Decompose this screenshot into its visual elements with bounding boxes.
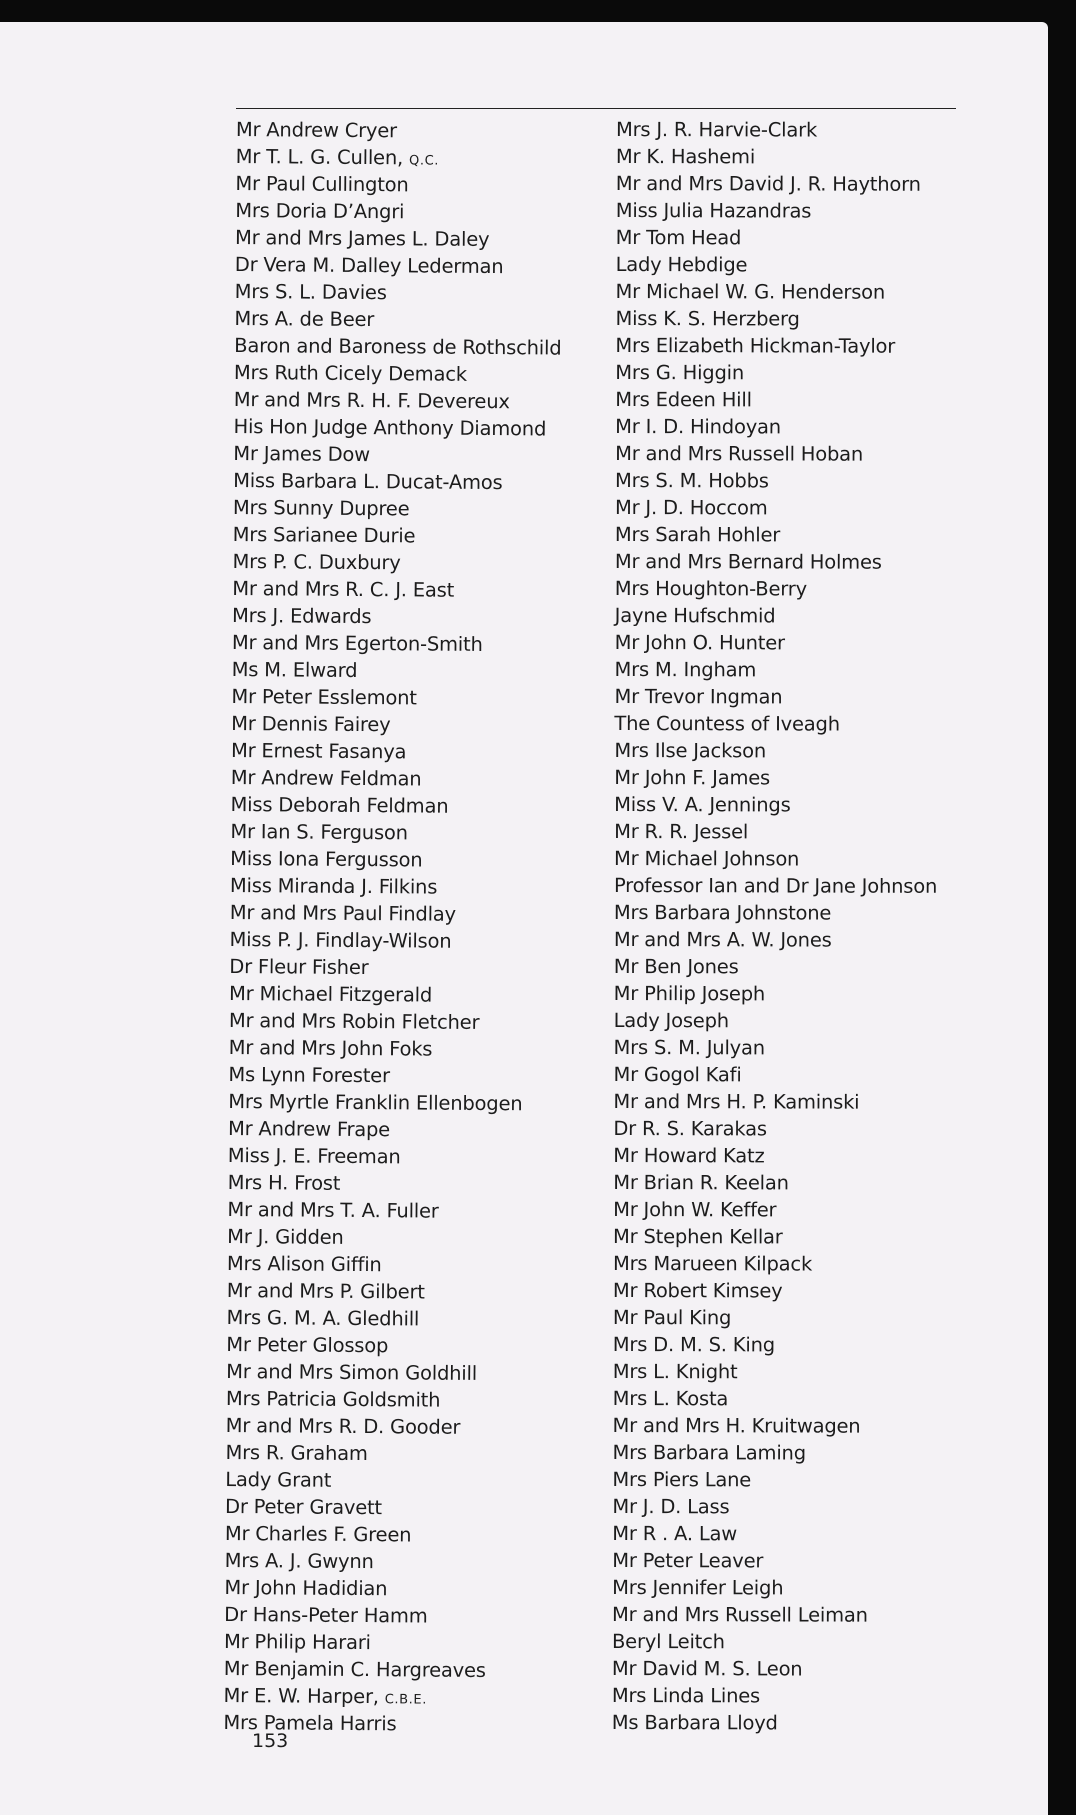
- member-name-text: Mrs Doria D’Angri: [235, 198, 405, 224]
- member-name-text: Mr Andrew Feldman: [230, 765, 422, 791]
- member-name-text: Mr and Mrs Robin Fletcher: [228, 1008, 480, 1034]
- member-name: [234, 332, 561, 362]
- member-name: [228, 1088, 555, 1118]
- member-name: [224, 1574, 551, 1604]
- member-name-text: Mr John Hadidian: [224, 1575, 388, 1601]
- member-name: [613, 1115, 936, 1143]
- member-name-text: Dr Vera M. Dalley Lederman: [234, 252, 504, 279]
- member-name: [229, 980, 556, 1010]
- member-name: [613, 1142, 936, 1170]
- member-name-text: Mr J. D. Lass: [612, 1494, 730, 1519]
- member-name: [614, 899, 937, 927]
- member-name-text: Miss Barbara L. Ducat-Amos: [233, 468, 503, 495]
- member-name-text: Mrs H. Frost: [227, 1170, 341, 1195]
- member-name-text: Baron and Baroness de Rothschild: [234, 333, 562, 360]
- member-name-text: Mrs Sarah Hohler: [614, 522, 781, 547]
- member-name: [612, 1439, 935, 1467]
- member-name: [224, 1628, 551, 1658]
- member-name-text: Mr Paul Cullington: [235, 171, 409, 197]
- member-name: [235, 170, 562, 200]
- member-name: [229, 1034, 556, 1064]
- member-name-text: Ms Lynn Forester: [228, 1062, 390, 1088]
- member-name: [235, 251, 562, 281]
- member-name-text: Mr Brian R. Keelan: [613, 1170, 789, 1195]
- honours-suffix: Q.C.: [408, 153, 440, 169]
- member-name: [612, 1520, 935, 1548]
- member-name: [224, 1655, 551, 1685]
- member-name-text: Lady Grant: [225, 1467, 332, 1492]
- member-name-text: Mrs Alison Giffin: [226, 1251, 382, 1277]
- member-name: [231, 683, 558, 713]
- member-name-text: Professor Ian and Dr Jane Johnson: [613, 873, 938, 898]
- member-name: [230, 791, 557, 821]
- member-name: [616, 116, 939, 144]
- member-name-text: Mr Michael W. G. Henderson: [615, 279, 886, 304]
- member-name-text: Jayne Hufschmid: [614, 603, 776, 628]
- member-name-text: Miss Miranda J. Filkins: [229, 873, 438, 899]
- member-name-text: Dr R. S. Karakas: [613, 1116, 767, 1141]
- member-name-text: Mrs A. de Beer: [234, 306, 375, 332]
- member-name-text: Mrs S. M. Julyan: [613, 1035, 765, 1060]
- member-name-text: Mr and Mrs Russell Leiman: [612, 1602, 868, 1627]
- member-name-text: Mr and Mrs A. W. Jones: [613, 927, 832, 952]
- member-name: [614, 791, 937, 819]
- member-name: [615, 440, 938, 468]
- member-name-text: Mr and Mrs Simon Goldhill: [226, 1359, 478, 1385]
- member-name-text: Dr Hans-Peter Hamm: [224, 1602, 428, 1628]
- page-number: 153: [252, 1730, 289, 1752]
- member-name: [615, 521, 938, 549]
- member-name-text: Mr and Mrs Russell Hoban: [615, 441, 864, 466]
- member-name: [615, 467, 938, 495]
- member-name-text: Mrs M. Ingham: [614, 657, 757, 682]
- member-name: [229, 926, 556, 956]
- member-name-text: Mr Michael Fitzgerald: [229, 981, 433, 1007]
- member-name: [232, 602, 559, 632]
- member-name-text: The Countess of Iveagh: [614, 711, 840, 736]
- member-name-text: Mrs Edeen Hill: [615, 387, 752, 412]
- member-name-text: Mr and Mrs R. C. J. East: [232, 576, 455, 602]
- member-name-text: Mr Andrew Frape: [227, 1116, 391, 1142]
- member-name-text: Miss V. A. Jennings: [614, 792, 791, 817]
- member-name: [612, 1466, 935, 1494]
- member-name: [616, 197, 939, 225]
- member-name-text: Lady Joseph: [613, 1008, 729, 1033]
- document-page: [0, 22, 1048, 1815]
- member-name: [614, 737, 937, 765]
- member-name: [234, 305, 561, 335]
- member-name-text: Mrs Ilse Jackson: [614, 738, 767, 763]
- member-name: [614, 872, 937, 900]
- member-name-text: Mrs Pamela Harris: [223, 1710, 397, 1736]
- member-name: [235, 197, 562, 227]
- member-name-text: Mr and Mrs R. D. Gooder: [225, 1413, 461, 1439]
- member-name: [612, 1601, 935, 1629]
- member-name: [612, 1493, 935, 1521]
- member-name: [613, 1277, 936, 1305]
- member-name-text: Mr T. L. G. Cullen,: [235, 144, 404, 170]
- member-name: [226, 1331, 553, 1361]
- member-name: [613, 1061, 936, 1089]
- member-name-text: Mr and Mrs H. Kruitwagen: [612, 1413, 861, 1438]
- member-name: [613, 1331, 936, 1359]
- member-name: [613, 1169, 936, 1197]
- member-name: [223, 1682, 550, 1712]
- member-name: [612, 1574, 935, 1602]
- member-name-text: Mr Peter Leaver: [612, 1548, 764, 1573]
- member-name: [616, 143, 939, 171]
- member-name-text: Mr James Dow: [233, 441, 371, 467]
- member-name: [613, 1304, 936, 1332]
- member-name: [615, 602, 938, 630]
- member-name-text: Mrs Piers Lane: [612, 1467, 752, 1492]
- member-name: [230, 872, 557, 902]
- member-name: [615, 548, 938, 576]
- member-name: [225, 1466, 552, 1496]
- member-name: [226, 1358, 553, 1388]
- member-name: [615, 575, 938, 603]
- member-name: [614, 1007, 937, 1035]
- member-name-text: Mr Michael Johnson: [614, 846, 800, 871]
- member-name: [235, 278, 562, 308]
- member-name-text: Mr Andrew Cryer: [235, 117, 398, 143]
- member-name-text: Mr Dennis Fairey: [231, 711, 391, 737]
- member-name: [225, 1493, 552, 1523]
- member-name-text: Mr and Mrs T. A. Fuller: [227, 1197, 439, 1223]
- member-name: [614, 845, 937, 873]
- member-name: [233, 494, 560, 524]
- member-name: [614, 764, 937, 792]
- member-name: [614, 926, 937, 954]
- member-name-text: Dr Peter Gravett: [224, 1494, 383, 1520]
- member-name-text: Mr Gogol Kafi: [613, 1062, 742, 1087]
- member-name: [616, 278, 939, 306]
- member-name-text: Mr R. R. Jessel: [614, 819, 749, 844]
- member-name-text: Ms M. Elward: [231, 657, 358, 682]
- member-name-text: Mrs L. Kosta: [612, 1386, 729, 1411]
- member-name-text: Mr Benjamin C. Hargreaves: [223, 1656, 486, 1683]
- member-name: [231, 737, 558, 767]
- member-name: [226, 1385, 553, 1415]
- member-name-text: Mr Peter Glossop: [226, 1332, 389, 1358]
- member-name: [231, 764, 558, 794]
- member-name-text: Mr Tom Head: [615, 225, 742, 250]
- member-name-text: Mr Peter Esslemont: [231, 684, 417, 710]
- member-name-text: Mr David M. S. Leon: [611, 1656, 803, 1681]
- member-name: [615, 629, 938, 657]
- member-name: [612, 1709, 935, 1737]
- member-name: [228, 1169, 555, 1199]
- member-name: [232, 548, 559, 578]
- member-name: [615, 413, 938, 441]
- member-name-text: Beryl Leitch: [611, 1629, 725, 1654]
- member-name-text: Mrs S. M. Hobbs: [615, 468, 769, 493]
- member-name: [615, 332, 938, 360]
- member-name: [615, 494, 938, 522]
- member-name-text: His Hon Judge Anthony Diamond: [233, 414, 547, 441]
- member-name: [613, 1223, 936, 1251]
- member-name-text: Miss Deborah Feldman: [230, 792, 449, 818]
- member-name-text: Mrs Ruth Cicely Demack: [233, 360, 467, 386]
- member-name-text: Mrs Houghton-Berry: [614, 576, 807, 601]
- member-name: [227, 1277, 554, 1307]
- member-name-text: Mrs L. Knight: [612, 1359, 738, 1384]
- member-name: [615, 386, 938, 414]
- member-name-text: Miss Iona Fergusson: [230, 846, 423, 872]
- member-name: [225, 1547, 552, 1577]
- right-name-column: [612, 116, 939, 1737]
- member-name-text: Mr Robert Kimsey: [612, 1278, 783, 1303]
- member-name-text: Mrs Jennifer Leigh: [612, 1575, 784, 1600]
- member-name-text: Mrs Barbara Laming: [612, 1440, 806, 1465]
- member-name: [615, 305, 938, 333]
- member-name-text: Mr and Mrs Egerton-Smith: [231, 630, 483, 656]
- member-name-text: Mrs D. M. S. King: [612, 1332, 775, 1357]
- member-name-text: Mrs Sarianee Durie: [232, 522, 416, 548]
- member-name: [613, 1385, 936, 1413]
- member-name-text: Mr and Mrs David J. R. Haythorn: [615, 171, 921, 196]
- member-name-text: Mrs Barbara Johnstone: [613, 900, 832, 925]
- member-name-text: Mrs Patricia Goldsmith: [225, 1386, 441, 1412]
- member-name-text: Miss K. S. Herzberg: [615, 306, 800, 331]
- member-name: [612, 1547, 935, 1575]
- member-name: [225, 1520, 552, 1550]
- member-name: [226, 1412, 553, 1442]
- member-name: [228, 1115, 555, 1145]
- member-name-text: Lady Hebdige: [615, 252, 748, 277]
- member-name: [616, 251, 939, 279]
- member-name-text: Mrs A. J. Gwynn: [224, 1548, 374, 1574]
- member-name-text: Mr Trevor Ingman: [614, 684, 783, 709]
- member-name: [235, 224, 562, 254]
- member-name: [234, 359, 561, 389]
- member-name: [613, 1358, 936, 1386]
- member-name-text: Mrs J. Edwards: [231, 603, 372, 629]
- member-name-text: Mr and Mrs P. Gilbert: [226, 1278, 425, 1304]
- member-name: [227, 1250, 554, 1280]
- member-name: [233, 467, 560, 497]
- member-name-text: Mr Stephen Kellar: [613, 1224, 783, 1249]
- member-name-text: Miss Julia Hazandras: [615, 198, 812, 223]
- header-rule: [236, 108, 956, 109]
- member-name-text: Mrs Sunny Dupree: [232, 495, 410, 521]
- member-name-text: Mrs Marueen Kilpack: [612, 1251, 813, 1276]
- member-name-text: Mr and Mrs H. P. Kaminski: [613, 1089, 860, 1114]
- member-name: [228, 1061, 555, 1091]
- member-name: [613, 1412, 936, 1440]
- member-name: [616, 170, 939, 198]
- member-name: [612, 1628, 935, 1656]
- member-name: [233, 521, 560, 551]
- member-name: [232, 629, 559, 659]
- member-name: [612, 1682, 935, 1710]
- member-name-text: Mrs Myrtle Franklin Ellenbogen: [228, 1089, 523, 1116]
- member-name: [236, 143, 563, 173]
- member-name: [230, 818, 557, 848]
- member-name: [614, 1034, 937, 1062]
- member-name: [615, 656, 938, 684]
- member-name: [230, 899, 557, 929]
- member-name-text: Mr Philip Joseph: [613, 981, 766, 1006]
- member-name-text: Mr I. D. Hindoyan: [615, 414, 782, 439]
- member-name: [232, 656, 559, 686]
- member-name: [226, 1304, 553, 1334]
- left-name-column: [223, 116, 563, 1739]
- member-name-text: Mr Charles F. Green: [224, 1521, 412, 1547]
- member-name: [614, 818, 937, 846]
- member-name: [614, 953, 937, 981]
- member-name: [225, 1439, 552, 1469]
- member-name: [224, 1601, 551, 1631]
- member-name-text: Mrs G. M. A. Gledhill: [226, 1305, 420, 1331]
- member-name-text: Mr Ian S. Ferguson: [230, 819, 408, 845]
- member-name: [614, 710, 937, 738]
- member-name-text: Miss P. J. Findlay-Wilson: [229, 927, 452, 953]
- member-name-text: Mrs G. Higgin: [615, 360, 745, 385]
- member-name-text: Mr and Mrs John Foks: [228, 1035, 433, 1061]
- member-name-text: Mrs S. L. Davies: [234, 279, 387, 305]
- member-name: [229, 953, 556, 983]
- member-name-text: Mr E. W. Harper,: [223, 1683, 379, 1709]
- member-name: [613, 1250, 936, 1278]
- member-name: [612, 1655, 935, 1683]
- member-name-text: Mr and Mrs Bernard Holmes: [614, 549, 882, 574]
- member-name: [236, 116, 563, 146]
- member-name-text: Mr R . A. Law: [612, 1521, 738, 1546]
- member-name-text: Miss J. E. Freeman: [227, 1143, 401, 1169]
- member-name-text: Mr J. D. Hoccom: [614, 495, 768, 520]
- member-name-text: Mrs P. C. Duxbury: [232, 549, 401, 575]
- member-name-text: Mr Philip Harari: [223, 1629, 371, 1655]
- member-name-text: Mr and Mrs R. H. F. Devereux: [233, 387, 510, 414]
- member-name-text: Ms Barbara Lloyd: [611, 1710, 778, 1735]
- honours-suffix: C.B.E.: [384, 1692, 428, 1708]
- member-name-text: Mr J. Gidden: [227, 1224, 344, 1249]
- member-name-text: Mr John W. Keffer: [613, 1197, 777, 1222]
- member-name: [613, 1196, 936, 1224]
- member-name-text: Mr and Mrs James L. Daley: [234, 225, 490, 251]
- member-name-text: Mr and Mrs Paul Findlay: [229, 900, 457, 926]
- member-name-text: Mr Howard Katz: [613, 1143, 765, 1168]
- member-name-text: Mr K. Hashemi: [615, 144, 756, 169]
- member-name: [615, 359, 938, 387]
- member-name-text: Mr John O. Hunter: [614, 630, 785, 655]
- member-name-text: Mr Paul King: [612, 1305, 732, 1330]
- member-name-text: Mrs R. Graham: [225, 1440, 368, 1466]
- member-name: [614, 683, 937, 711]
- member-name: [227, 1196, 554, 1226]
- member-name: [234, 386, 561, 416]
- member-name-text: Mr John F. James: [614, 765, 771, 790]
- member-name: [233, 440, 560, 470]
- member-name: [614, 980, 937, 1008]
- member-name-text: Mr Ernest Fasanya: [230, 738, 407, 764]
- member-name: [228, 1142, 555, 1172]
- member-name-text: Mr Ben Jones: [613, 954, 739, 979]
- member-name-text: Mrs Elizabeth Hickman-Taylor: [615, 333, 896, 358]
- member-name: [233, 413, 560, 443]
- member-name-text: Mrs J. R. Harvie-Clark: [615, 117, 818, 142]
- member-name: [230, 845, 557, 875]
- member-name: [227, 1223, 554, 1253]
- member-name-text: Dr Fleur Fisher: [229, 954, 369, 980]
- member-name: [613, 1088, 936, 1116]
- member-name: [229, 1007, 556, 1037]
- member-name: [231, 710, 558, 740]
- member-name: [616, 224, 939, 252]
- member-name-text: Mrs Linda Lines: [611, 1683, 761, 1708]
- member-name: [232, 575, 559, 605]
